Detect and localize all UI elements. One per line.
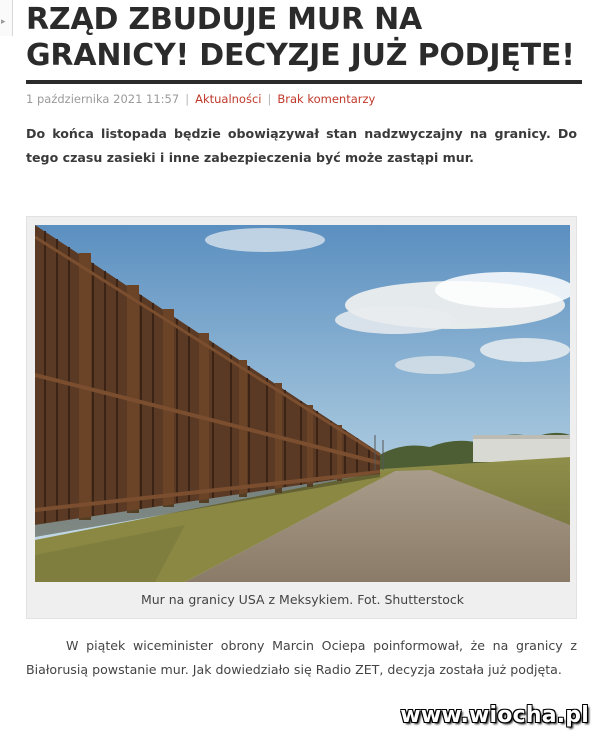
article-figure bbox=[26, 216, 577, 619]
title-divider bbox=[26, 80, 582, 84]
comments-link[interactable]: Brak komentarzy bbox=[277, 92, 376, 106]
left-edge-tab bbox=[0, 0, 13, 36]
category-link[interactable]: Aktualności bbox=[195, 92, 262, 106]
meta-separator: | bbox=[267, 92, 272, 106]
article-date: 1 października 2021 11:57 bbox=[26, 92, 180, 106]
article-meta bbox=[26, 92, 375, 106]
border-wall-photo[interactable] bbox=[35, 225, 570, 582]
article-title: RZĄD ZBUDUJE MUR NA GRANICY! DECYZJE JUŻ PODJĘTE! bbox=[26, 2, 575, 73]
figure-caption: Mur na granicy USA z Meksykiem. Fot. Shutterstock bbox=[140, 592, 465, 607]
article-lead: Do końca listopada będzie obowiązywał stan nadzwyczajny na granicy. Do tego czasu zasieki i inne zabezpieczenia być może zastąpi mur. bbox=[26, 126, 577, 165]
article-body: W piątek wiceminister obrony Marcin Ociepa poinformował, że na granicy z Białorusią powstanie mur. Jak dowiedziało się Radio ZET, decyzja została już podjęta. bbox=[26, 638, 577, 677]
watermark: www.wiocha.pl bbox=[400, 703, 589, 728]
left-edge-marker: ▸ bbox=[1, 17, 6, 27]
meta-separator: | bbox=[185, 92, 190, 106]
